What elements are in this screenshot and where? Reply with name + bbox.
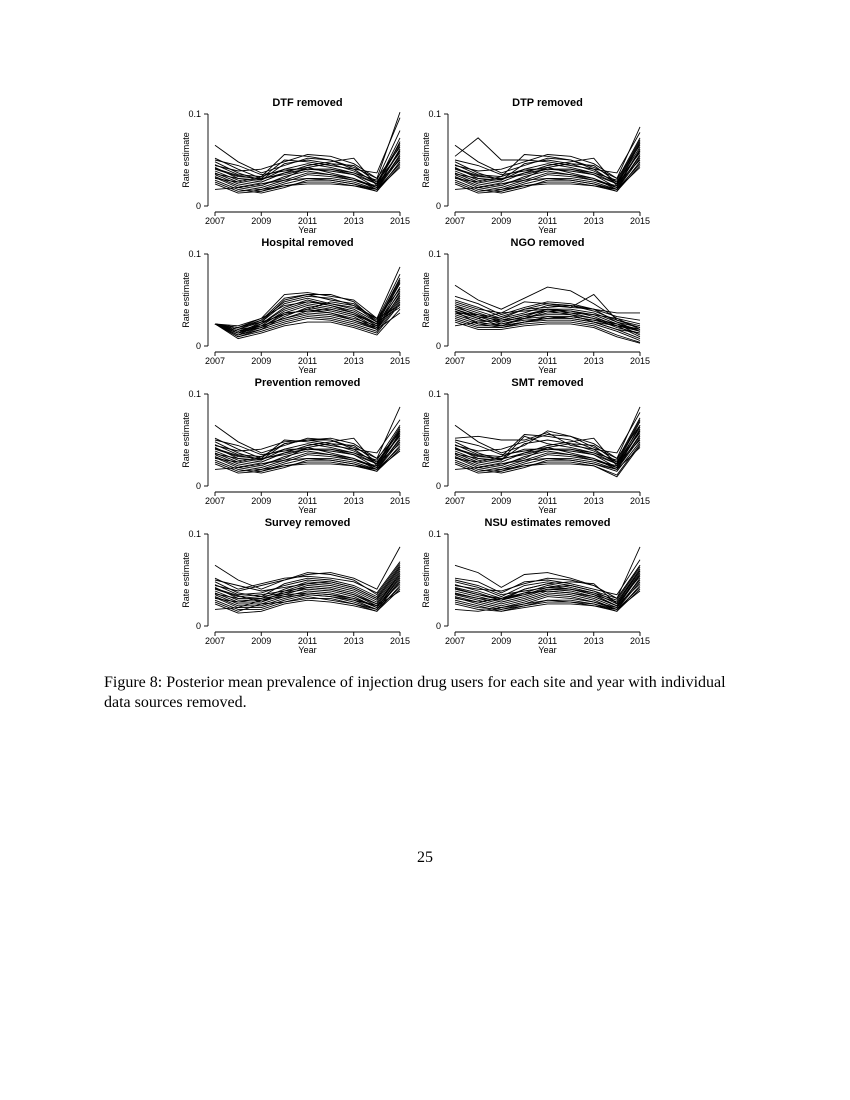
y-tick-label: 0.1 <box>188 249 201 259</box>
series-line <box>455 425 640 458</box>
x-tick-label: 2009 <box>251 496 272 506</box>
x-tick-label: 2007 <box>204 356 226 366</box>
x-tick-label: 2015 <box>389 216 411 226</box>
y-axis-label: Rate estimate <box>181 412 191 468</box>
y-tick-label: 0.1 <box>188 529 201 539</box>
x-axis-label: Year <box>538 645 557 655</box>
x-tick-label: 2011 <box>297 636 318 646</box>
chart-panel <box>421 97 650 235</box>
x-tick-label: 2013 <box>343 216 364 226</box>
chart-panel <box>181 97 410 235</box>
x-axis-label: Year <box>538 365 557 375</box>
series-line <box>215 563 400 594</box>
x-tick-label: 2015 <box>629 356 651 366</box>
y-tick-label: 0.1 <box>428 249 441 259</box>
y-tick-label: 0 <box>435 201 441 211</box>
series-line <box>455 142 640 184</box>
panel-title: Survey removed <box>264 517 351 529</box>
x-tick-label: 2011 <box>297 216 318 226</box>
chart-panel <box>181 517 410 655</box>
panel-title: Hospital removed <box>261 237 354 249</box>
chart-panel <box>181 377 410 515</box>
series-line <box>215 278 400 328</box>
x-tick-label: 2013 <box>583 356 604 366</box>
x-tick-label: 2009 <box>491 496 512 506</box>
series-line <box>455 422 640 464</box>
figure-caption: Figure 8: Posterior mean prevalence of injection drug users for each site and year with individual data sources removed. <box>104 674 726 711</box>
y-tick-label: 0 <box>195 201 201 211</box>
x-tick-label: 2009 <box>491 636 512 646</box>
y-tick-label: 0 <box>435 481 441 491</box>
x-tick-label: 2013 <box>583 216 604 226</box>
x-tick-label: 2009 <box>491 216 512 226</box>
x-tick-label: 2011 <box>297 496 318 506</box>
x-tick-label: 2013 <box>583 496 604 506</box>
x-tick-label: 2011 <box>537 496 558 506</box>
series-line <box>455 138 640 180</box>
x-tick-label: 2007 <box>204 636 226 646</box>
y-tick-label: 0.1 <box>428 529 441 539</box>
panel-title: SMT removed <box>511 377 584 389</box>
x-tick-label: 2015 <box>629 496 651 506</box>
chart-panel <box>181 237 410 375</box>
y-tick-label: 0.1 <box>188 389 201 399</box>
x-axis-label: Year <box>298 365 317 375</box>
x-axis-label: Year <box>298 505 317 515</box>
series-line <box>215 562 400 593</box>
y-tick-label: 0 <box>435 621 441 631</box>
x-tick-label: 2007 <box>444 356 466 366</box>
panel-title: DTP removed <box>512 97 583 109</box>
x-tick-label: 2007 <box>204 496 226 506</box>
x-tick-label: 2011 <box>297 356 318 366</box>
chart-panel <box>421 517 650 655</box>
y-axis-label: Rate estimate <box>421 272 431 328</box>
y-tick-label: 0.1 <box>188 109 201 119</box>
series-line <box>455 412 640 453</box>
x-axis-label: Year <box>538 505 557 515</box>
y-tick-label: 0 <box>195 341 201 351</box>
y-tick-label: 0 <box>195 481 201 491</box>
series-line <box>455 418 640 460</box>
y-axis-label: Rate estimate <box>181 132 191 188</box>
x-tick-label: 2007 <box>444 496 466 506</box>
x-axis-label: Year <box>298 225 317 235</box>
x-tick-label: 2009 <box>251 216 272 226</box>
x-tick-label: 2009 <box>491 356 512 366</box>
x-tick-label: 2013 <box>583 636 604 646</box>
x-axis-label: Year <box>538 225 557 235</box>
y-tick-label: 0 <box>435 341 441 351</box>
page-number: 25 <box>417 849 433 866</box>
series-line <box>455 132 640 173</box>
x-tick-label: 2013 <box>343 636 364 646</box>
series-line <box>215 569 400 600</box>
series-line <box>215 547 400 589</box>
x-tick-label: 2009 <box>251 636 272 646</box>
panel-title: Prevention removed <box>254 377 361 389</box>
series-line <box>215 112 400 178</box>
chart-panel <box>421 237 650 375</box>
x-tick-label: 2015 <box>629 636 651 646</box>
x-tick-label: 2015 <box>389 636 411 646</box>
x-tick-label: 2009 <box>251 356 272 366</box>
x-tick-label: 2013 <box>343 356 364 366</box>
y-axis-label: Rate estimate <box>421 132 431 188</box>
y-axis-label: Rate estimate <box>421 552 431 608</box>
x-tick-label: 2015 <box>389 356 411 366</box>
y-tick-label: 0 <box>195 621 201 631</box>
x-tick-label: 2011 <box>537 636 558 646</box>
x-tick-label: 2011 <box>537 356 558 366</box>
series-line <box>215 147 400 178</box>
x-tick-label: 2007 <box>444 216 466 226</box>
x-tick-label: 2015 <box>629 216 651 226</box>
x-tick-label: 2007 <box>204 216 226 226</box>
x-tick-label: 2011 <box>537 216 558 226</box>
panel-title: NGO removed <box>510 237 585 249</box>
panel-title: NSU estimates removed <box>484 517 611 529</box>
x-tick-label: 2013 <box>343 496 364 506</box>
x-tick-label: 2007 <box>444 636 466 646</box>
y-axis-label: Rate estimate <box>181 272 191 328</box>
y-tick-label: 0.1 <box>428 109 441 119</box>
y-axis-label: Rate estimate <box>421 412 431 468</box>
x-axis-label: Year <box>298 645 317 655</box>
chart-panel <box>421 377 650 515</box>
y-tick-label: 0.1 <box>428 389 441 399</box>
y-axis-label: Rate estimate <box>181 552 191 608</box>
panel-title: DTF removed <box>272 97 343 109</box>
x-tick-label: 2015 <box>389 496 411 506</box>
